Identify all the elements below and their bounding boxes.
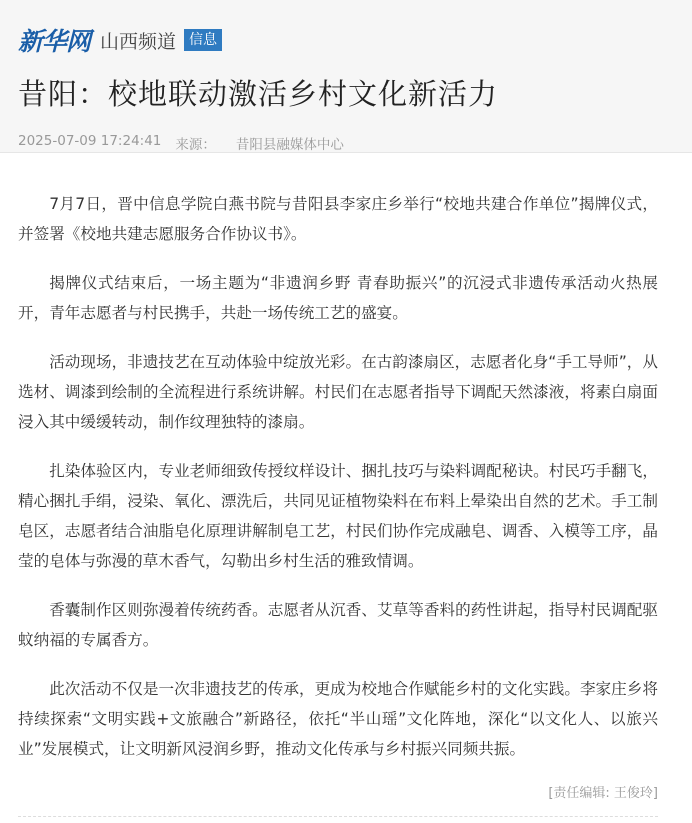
paragraph: 揭牌仪式结束后，一场主题为“非遗润乡野 青春助振兴”的沉浸式非遗传承活动火热展开，青年志愿者与村民携手，共赴一场传统工艺的盛宴。 <box>18 274 658 322</box>
responsible-editor: [责任编辑: 王俊玲] <box>548 786 658 801</box>
paragraph: 扎染体验区内，专业老师细致传授纹样设计、捆扎技巧与染料调配秘诀。村民巧手翻飞，精心捆扎手绢，浸染、氧化、漂洗后，共同见证植物染料在布料上晕染出自然的艺术。手工制皂区，志愿者结合油脂皂化原理讲解制皂工艺，村民们协作完成融皂、调香、入模等工序，晶莹的皂体与弥漫的草木香气，勾勒出乡村生活的雅致情调。 <box>18 462 658 570</box>
category-badge: 信息 <box>184 29 222 51</box>
paragraph: 香囊制作区则弥漫着传统药香。志愿者从沉香、艾草等香料的药性讲起，指导村民调配驱蚊纳福的专属香方。 <box>18 601 658 649</box>
paragraph: 此次活动不仅是一次非遗技艺的传承，更成为校地合作赋能乡村的文化实践。李家庄乡将持续探索“文明实践+文旅融合”新路径，依托“半山瑶”文化阵地，深化“以文化人、以旅兴业”发展模式，让文明新风浸润乡野，推动文化传承与乡村振兴同频共振。 <box>18 680 658 758</box>
publish-datetime: 2025-07-09 17:24:41 <box>18 133 162 149</box>
article-meta <box>18 133 692 153</box>
article-body <box>0 153 692 764</box>
xinhuanet-logo[interactable]: 新华网 <box>18 27 91 56</box>
paragraph: 活动现场，非遗技艺在互动体验中绽放光彩。在古韵漆扇区，志愿者化身“手工导师”，从选材、调漆到绘制的全流程进行系统讲解。村民们在志愿者指导下调配天然漆液，将素白扇面浸入其中缓缓转动，制作纹理独特的漆扇。 <box>18 353 658 431</box>
brand-row <box>18 22 692 58</box>
divider <box>18 816 658 817</box>
source-name: 昔阳县融媒体中心 <box>235 137 344 153</box>
paragraph: 7月7日，晋中信息学院白燕书院与昔阳县李家庄乡举行“校地共建合作单位”揭牌仪式，并签署《校地共建志愿服务合作协议书》。 <box>18 195 658 243</box>
page-title: 昔阳：校地联动激活乡村文化新活力 <box>18 77 499 111</box>
article-header <box>0 0 692 153</box>
source-label: 来源： <box>175 137 216 153</box>
channel-name[interactable]: 山西频道 <box>100 30 177 53</box>
